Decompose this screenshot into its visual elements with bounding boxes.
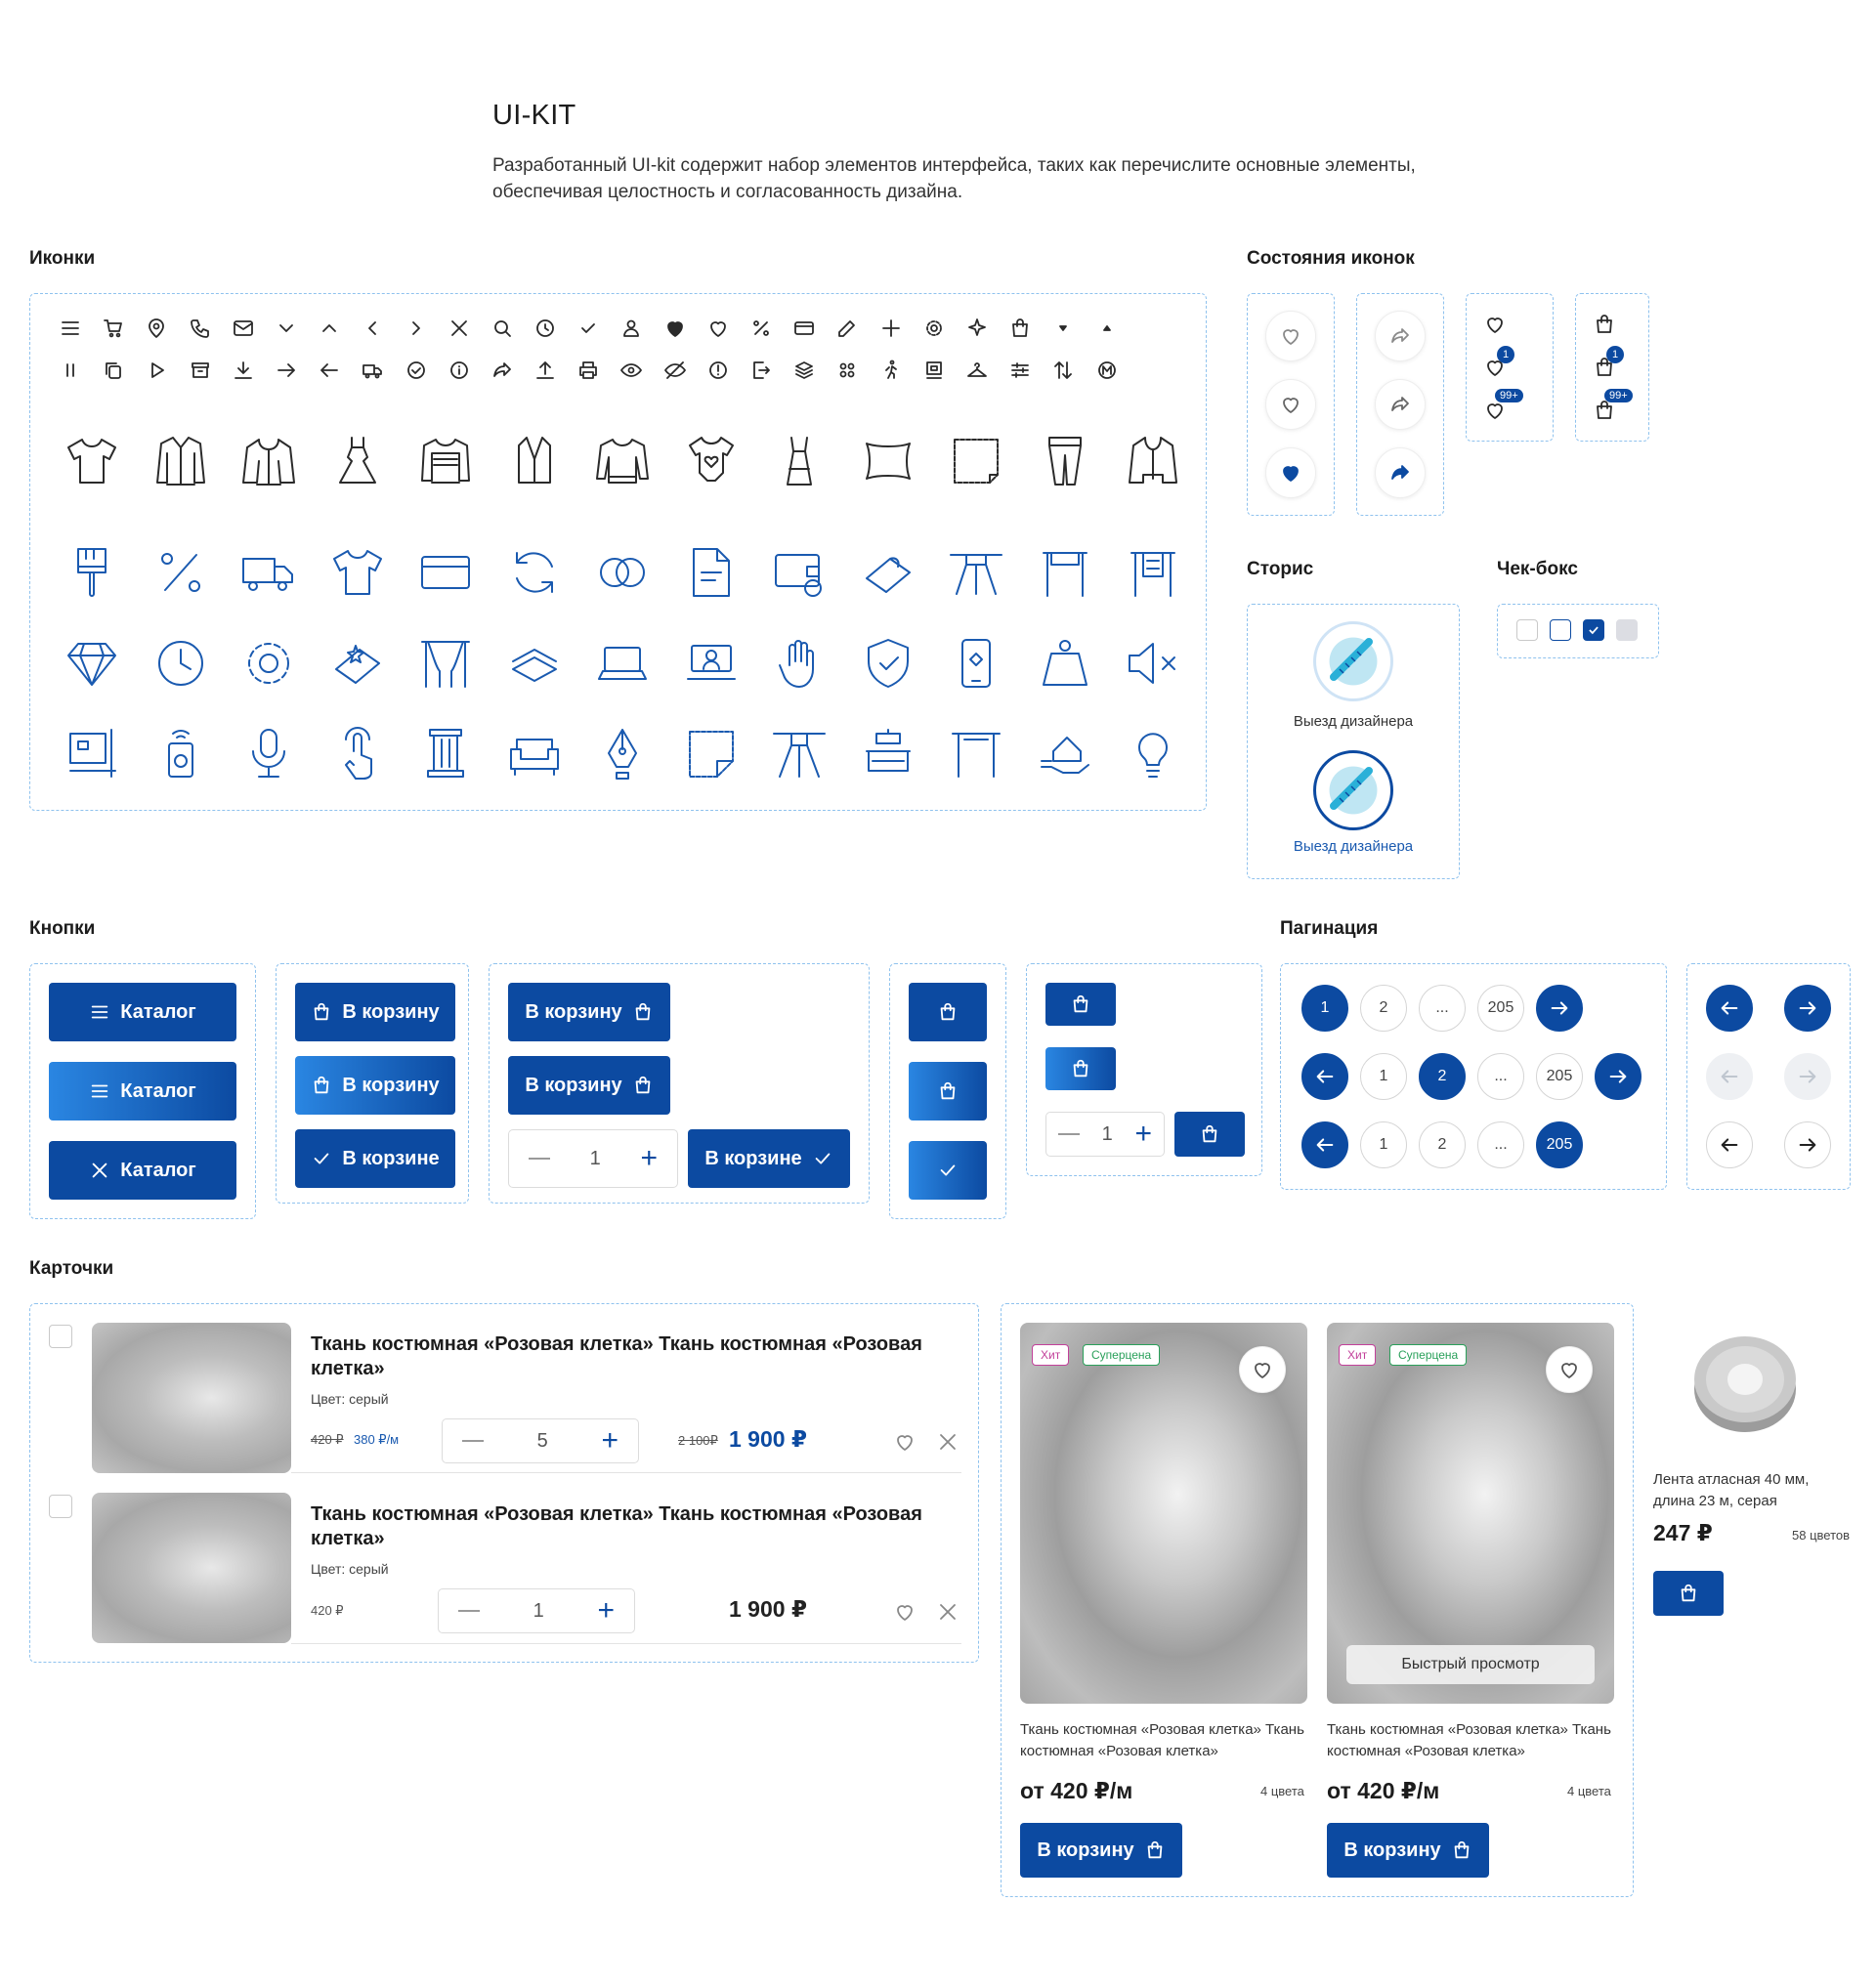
jacket-icon xyxy=(234,426,304,496)
checkbox-checked[interactable] xyxy=(1583,619,1604,641)
row-divider xyxy=(291,1472,961,1473)
story-label-default: Выезд дизайнера xyxy=(1293,713,1414,730)
cart-item-image xyxy=(92,1493,291,1643)
add-to-cart-button[interactable] xyxy=(1020,1823,1182,1878)
cart-icon-button-added[interactable] xyxy=(909,1141,987,1200)
touch-icon xyxy=(322,718,393,788)
page-button-2[interactable]: 2 xyxy=(1360,985,1407,1032)
user-icon xyxy=(618,315,645,342)
heart-hover-button[interactable] xyxy=(1265,379,1316,430)
sort-icon xyxy=(1049,357,1077,384)
add-to-cart-label: В корзину xyxy=(525,1074,622,1096)
arrow-right-icon xyxy=(1797,997,1818,1019)
favorite-button[interactable] xyxy=(1546,1346,1593,1393)
ribbon-image[interactable] xyxy=(1684,1311,1806,1440)
table-cloth-icon xyxy=(853,718,923,788)
clothing-icons-row xyxy=(57,426,1188,496)
mini-card-price: 247 ₽ xyxy=(1653,1520,1713,1545)
heart-icon[interactable] xyxy=(1481,311,1509,338)
blinds-icon xyxy=(1118,537,1188,608)
remote-icon xyxy=(146,718,216,788)
catalog-button-hover[interactable] xyxy=(49,1062,236,1120)
menu-icon xyxy=(89,1001,110,1023)
page-button-last[interactable]: 205 xyxy=(1536,1053,1583,1100)
laptop-icon xyxy=(587,628,658,698)
vest-icon xyxy=(499,426,570,496)
shirt-icon xyxy=(146,426,216,496)
cart-item-old-total: 2 100₽ xyxy=(678,1433,718,1448)
story-thumb-default[interactable] xyxy=(1313,621,1393,701)
logout-icon xyxy=(747,357,775,384)
page-description: Разработанный UI-kit содержит набор элементов интерфейса, таких как перечислите основные элементы, обеспечивая целостность и согласованность дизайна. xyxy=(492,155,1416,202)
product-title[interactable]: Ткань костюмная «Розовая клетка» Ткань костюмная «Розовая клетка» xyxy=(1020,1721,1304,1759)
add-to-cart-button[interactable] xyxy=(295,983,455,1041)
quantity-value: 1 xyxy=(1101,1122,1113,1145)
small-cart-button-hover[interactable] xyxy=(1045,1047,1116,1090)
tshirt-blue-icon xyxy=(322,537,393,608)
prev-arrow-active[interactable] xyxy=(1706,985,1753,1032)
minus-button[interactable] xyxy=(1058,1133,1080,1135)
blue-icons-row-1 xyxy=(57,537,1188,608)
add-to-cart-button-hover[interactable] xyxy=(508,1056,670,1115)
add-to-cart-label: В корзину xyxy=(342,1074,440,1096)
shield-icon xyxy=(853,628,923,698)
remove-button[interactable] xyxy=(934,1598,961,1626)
cart-item-total: 1 900 ₽ xyxy=(729,1596,807,1622)
bag-count-badge: 1 xyxy=(1606,346,1624,363)
cart-item-total: 1 900 ₽ xyxy=(729,1426,807,1452)
arrow-left-icon xyxy=(316,357,343,384)
quantity-stepper[interactable] xyxy=(508,1129,678,1188)
arrow-right-icon xyxy=(1607,1066,1629,1087)
bag-icon xyxy=(311,1075,332,1096)
cart-item-old-unit-price: 420 ₽ xyxy=(311,1432,344,1447)
cart-item-unit-price: 380 ₽/м xyxy=(354,1432,400,1447)
small-cart-button[interactable] xyxy=(1045,983,1116,1026)
add-to-cart-label: В корзину xyxy=(1343,1839,1441,1861)
arrow-right-icon xyxy=(1549,997,1570,1019)
cart-icon xyxy=(100,315,127,342)
check-circle-icon xyxy=(403,357,430,384)
settings-icon xyxy=(920,315,948,342)
quantity-value: 5 xyxy=(536,1429,548,1452)
checkbox-disabled xyxy=(1616,619,1638,641)
catalog-button-label: Каталог xyxy=(120,1000,196,1023)
circles-icon xyxy=(587,537,658,608)
remove-button[interactable] xyxy=(934,1428,961,1456)
fabric-stack-icon xyxy=(499,628,570,698)
layers-icon xyxy=(790,357,818,384)
section-title-buttons: Кнопки xyxy=(29,918,96,939)
tape-measure-icon xyxy=(1326,634,1381,689)
add-to-cart-label: В корзину xyxy=(1037,1839,1134,1861)
cart-item-color: Цвет: серый xyxy=(311,1391,389,1407)
favorite-button[interactable] xyxy=(891,1428,918,1456)
longsleeve-icon xyxy=(587,426,658,496)
bag-icon xyxy=(1070,994,1091,1015)
in-cart-label: В корзине xyxy=(342,1147,440,1169)
in-cart-button[interactable] xyxy=(295,1129,455,1188)
add-to-cart-button[interactable] xyxy=(508,983,670,1041)
quantity-value: 1 xyxy=(589,1147,601,1169)
add-to-cart-label: В корзину xyxy=(525,1000,622,1023)
blue-icons-row-2 xyxy=(57,628,1188,698)
brand-icon xyxy=(920,357,948,384)
bag-icon xyxy=(1451,1839,1472,1861)
page-button-1[interactable]: 1 xyxy=(1360,1053,1407,1100)
mini-card-colors: 58 цветов xyxy=(1792,1528,1851,1543)
search-icon xyxy=(489,315,516,342)
truck-icon xyxy=(359,357,386,384)
play-icon xyxy=(143,357,170,384)
bodysuit-icon xyxy=(676,426,746,496)
fabric-roll-icon xyxy=(853,537,923,608)
microphone-icon xyxy=(234,718,304,788)
section-title-icon-states: Состояния иконок xyxy=(1247,248,1415,269)
bag-icon[interactable] xyxy=(1591,311,1618,338)
diamond-icon xyxy=(57,628,127,698)
arrow-right-icon xyxy=(273,357,300,384)
row-divider xyxy=(291,1643,961,1644)
hit-badge: Хит xyxy=(1032,1344,1069,1366)
frame-icon xyxy=(1030,537,1100,608)
next-page-button[interactable] xyxy=(1595,1053,1642,1100)
cart-item-quantity-stepper[interactable] xyxy=(442,1418,639,1463)
catalog-button-label: Каталог xyxy=(120,1159,196,1181)
catalog-button-label: Каталог xyxy=(120,1079,196,1102)
cart-item-color: Цвет: серый xyxy=(311,1561,389,1577)
mini-card-title[interactable]: Лента атласная 40 мм, длина 23 м, серая xyxy=(1653,1471,1810,1509)
page-ellipsis: ... xyxy=(1477,1121,1524,1168)
add-to-cart-button[interactable] xyxy=(1327,1823,1489,1878)
prev-page-button[interactable] xyxy=(1301,1121,1348,1168)
check-icon xyxy=(311,1148,332,1169)
heart-count-badge-max: 99+ xyxy=(1495,389,1523,402)
prev-arrow-outline[interactable] xyxy=(1706,1121,1753,1168)
page-ellipsis: ... xyxy=(1477,1053,1524,1100)
favorite-button[interactable] xyxy=(891,1598,918,1626)
video-consult-icon xyxy=(676,628,746,698)
coat-icon xyxy=(1118,426,1188,496)
plus-button[interactable]: + xyxy=(601,1424,618,1457)
mobile-icon xyxy=(941,628,1011,698)
bag-icon xyxy=(937,1080,959,1102)
hand-icon xyxy=(764,628,834,698)
clock-blue-icon xyxy=(146,628,216,698)
cart-item-quantity-stepper[interactable] xyxy=(438,1588,635,1633)
chevron-down-icon xyxy=(273,315,300,342)
filter-icon xyxy=(1006,357,1034,384)
share-icon xyxy=(489,357,516,384)
edit-icon xyxy=(833,315,861,342)
in-cart-button[interactable] xyxy=(688,1129,850,1188)
arrow-left-icon xyxy=(1314,1066,1336,1087)
cart-item-title[interactable]: Ткань костюмная «Розовая клетка» Ткань костюмная «Розовая клетка» xyxy=(311,1333,922,1379)
bag-icon xyxy=(632,1075,654,1096)
superprice-badge: Суперцена xyxy=(1083,1344,1160,1366)
menu-icon xyxy=(89,1080,110,1102)
fabric-sample-icon xyxy=(941,426,1011,496)
close-icon xyxy=(89,1160,110,1181)
hit-badge: Хит xyxy=(1339,1344,1376,1366)
payment-card-icon xyxy=(410,537,481,608)
heart-count-badge: 1 xyxy=(1497,346,1514,363)
page-ellipsis: ... xyxy=(1419,985,1466,1032)
cart-item-checkbox[interactable] xyxy=(49,1325,72,1348)
curtains-icon xyxy=(410,628,481,698)
share-active-button[interactable] xyxy=(1375,447,1426,498)
check-icon xyxy=(575,315,602,342)
curtain-rod-icon xyxy=(941,537,1011,608)
page-button-last[interactable]: 205 xyxy=(1477,985,1524,1032)
alert-icon xyxy=(704,357,732,384)
product-colors-count: 4 цвета xyxy=(1567,1784,1611,1798)
section-title-icons: Иконки xyxy=(29,248,96,269)
delivery-icon xyxy=(234,537,304,608)
heart-icon xyxy=(704,315,732,342)
heart-active-button[interactable] xyxy=(1265,447,1316,498)
dress-2-icon xyxy=(764,426,834,496)
pause-icon xyxy=(57,357,84,384)
section-title-checkbox: Чек-бокс xyxy=(1497,559,1578,579)
location-icon xyxy=(143,315,170,342)
page-button-2[interactable]: 2 xyxy=(1419,1053,1466,1100)
bag-count-badge-max: 99+ xyxy=(1604,389,1633,402)
fabric-star-icon xyxy=(322,628,393,698)
bag-icon xyxy=(311,1001,332,1023)
cornice-icon xyxy=(941,718,1011,788)
bag-icon xyxy=(937,1001,959,1023)
cart-icon-button-hover[interactable] xyxy=(909,1062,987,1120)
next-arrow-outline[interactable] xyxy=(1784,1121,1831,1168)
bag-icon xyxy=(632,1001,654,1023)
arrow-left-icon xyxy=(1719,1066,1740,1087)
arrow-right-icon xyxy=(1797,1134,1818,1156)
next-arrow-active[interactable] xyxy=(1784,985,1831,1032)
cart-item-unit-price: 420 ₽ xyxy=(311,1603,344,1618)
page-title: UI-KIT xyxy=(492,100,576,131)
small-icons-row-1 xyxy=(57,315,1131,342)
cart-icon-button[interactable] xyxy=(909,983,987,1041)
small-quantity-stepper[interactable] xyxy=(1045,1112,1165,1157)
metro-icon xyxy=(1093,357,1121,384)
in-cart-label: В корзине xyxy=(704,1147,802,1169)
catalog-button[interactable] xyxy=(49,983,236,1041)
sofa-icon xyxy=(499,718,570,788)
card-icon xyxy=(790,315,818,342)
plus-button[interactable]: + xyxy=(597,1594,615,1627)
caret-down-icon xyxy=(1049,315,1077,342)
quick-view-button[interactable]: Быстрый просмотр xyxy=(1346,1645,1595,1684)
minus-button[interactable] xyxy=(462,1440,484,1442)
page-button-1[interactable]: 1 xyxy=(1360,1121,1407,1168)
upload-icon xyxy=(532,357,559,384)
mute-icon xyxy=(1118,628,1188,698)
heart-badge-panel xyxy=(1466,293,1554,442)
plus-button[interactable]: + xyxy=(640,1142,658,1174)
print-icon xyxy=(575,357,602,384)
sparkle-icon xyxy=(963,315,991,342)
small-cart-button-active[interactable] xyxy=(1174,1112,1245,1157)
archive-icon xyxy=(187,357,214,384)
arrow-left-icon xyxy=(1719,1134,1740,1156)
check-icon xyxy=(812,1148,833,1169)
arrow-left-icon xyxy=(1719,997,1740,1019)
bag-icon xyxy=(1144,1839,1166,1861)
clock-icon xyxy=(532,315,559,342)
small-icons-row-2 xyxy=(57,357,1131,384)
minus-button[interactable] xyxy=(529,1158,550,1160)
walk-icon xyxy=(877,357,905,384)
area-icon xyxy=(57,718,127,788)
mail-icon xyxy=(230,315,257,342)
page-button-1[interactable]: 1 xyxy=(1301,985,1348,1032)
check-icon xyxy=(937,1160,959,1181)
chevron-right-icon xyxy=(403,315,430,342)
pen-nib-icon xyxy=(587,718,658,788)
document-icon xyxy=(676,537,746,608)
prev-arrow-disabled xyxy=(1706,1053,1753,1100)
add-to-cart-label: В корзину xyxy=(342,1000,440,1023)
cart-item-checkbox[interactable] xyxy=(49,1495,72,1518)
dress-icon xyxy=(322,426,393,496)
menu-icon xyxy=(57,315,84,342)
bulb-icon xyxy=(1118,718,1188,788)
catalog-button-open[interactable] xyxy=(49,1141,236,1200)
pillow-icon xyxy=(853,426,923,496)
bag-icon xyxy=(1070,1058,1091,1079)
percent-icon xyxy=(747,315,775,342)
product-price: от 420 ₽/м xyxy=(1020,1778,1133,1803)
product-price: от 420 ₽/м xyxy=(1327,1778,1440,1803)
superprice-badge: Суперцена xyxy=(1389,1344,1467,1366)
check-icon xyxy=(1587,623,1600,637)
checkbox-hover[interactable] xyxy=(1550,619,1571,641)
gear-icon xyxy=(234,628,304,698)
mini-card-cart-button[interactable] xyxy=(1653,1571,1724,1616)
eye-icon xyxy=(618,357,645,384)
prev-page-button[interactable] xyxy=(1301,1053,1348,1100)
chevron-left-icon xyxy=(359,315,386,342)
chevron-up-icon xyxy=(316,315,343,342)
cart-item-image xyxy=(92,1323,291,1473)
bag-icon xyxy=(1199,1123,1220,1145)
arrow-right-icon xyxy=(1797,1066,1818,1087)
add-to-cart-button-hover[interactable] xyxy=(295,1056,455,1115)
favorite-button[interactable] xyxy=(1239,1346,1286,1393)
heart-filled-icon xyxy=(661,315,689,342)
curtain-hang-icon xyxy=(764,718,834,788)
grid-icon xyxy=(833,357,861,384)
tape-measure-icon xyxy=(1326,763,1381,818)
arrow-left-icon xyxy=(1314,1134,1336,1156)
tshirt-icon xyxy=(57,426,127,496)
section-title-cards: Карточки xyxy=(29,1258,114,1279)
weight-icon xyxy=(1030,628,1100,698)
share-default-button[interactable] xyxy=(1375,311,1426,361)
refresh-icon xyxy=(499,537,570,608)
bag-icon xyxy=(1678,1583,1699,1604)
sweater-icon xyxy=(410,426,481,496)
story-thumb-active[interactable] xyxy=(1313,750,1393,830)
section-title-stories: Сторис xyxy=(1247,559,1314,579)
cart-item-title[interactable]: Ткань костюмная «Розовая клетка» Ткань костюмная «Розовая клетка» xyxy=(311,1503,922,1549)
heart-default-button[interactable] xyxy=(1265,311,1316,361)
next-page-button[interactable] xyxy=(1536,985,1583,1032)
checkbox-default[interactable] xyxy=(1516,619,1538,641)
plus-icon xyxy=(877,315,905,342)
info-icon xyxy=(446,357,473,384)
page-button-2[interactable]: 2 xyxy=(1419,1121,1466,1168)
column-icon xyxy=(410,718,481,788)
eye-off-icon xyxy=(661,357,689,384)
discount-icon xyxy=(146,537,216,608)
product-colors-count: 4 цвета xyxy=(1260,1784,1304,1798)
story-label-active: Выезд дизайнера xyxy=(1293,838,1414,855)
close-icon xyxy=(446,315,473,342)
caret-up-icon xyxy=(1093,315,1121,342)
hanger-icon xyxy=(963,357,991,384)
section-title-pagination: Пагинация xyxy=(1280,918,1379,939)
bag-icon xyxy=(1006,315,1034,342)
share-hover-button[interactable] xyxy=(1375,379,1426,430)
copy-icon xyxy=(100,357,127,384)
minus-button[interactable] xyxy=(458,1610,480,1612)
quantity-value: 1 xyxy=(533,1599,544,1622)
home-hand-icon xyxy=(1030,718,1100,788)
phone-icon xyxy=(187,315,214,342)
jeans-icon xyxy=(1030,426,1100,496)
sample-fold-icon xyxy=(676,718,746,788)
blue-icons-row-3 xyxy=(57,718,1188,788)
download-icon xyxy=(230,357,257,384)
brush-icon xyxy=(57,537,127,608)
product-title[interactable]: Ткань костюмная «Розовая клетка» Ткань костюмная «Розовая клетка» xyxy=(1327,1721,1611,1759)
wallet-ruble-icon xyxy=(764,537,834,608)
plus-button[interactable]: + xyxy=(1134,1118,1152,1150)
next-arrow-disabled xyxy=(1784,1053,1831,1100)
page-button-last[interactable]: 205 xyxy=(1536,1121,1583,1168)
